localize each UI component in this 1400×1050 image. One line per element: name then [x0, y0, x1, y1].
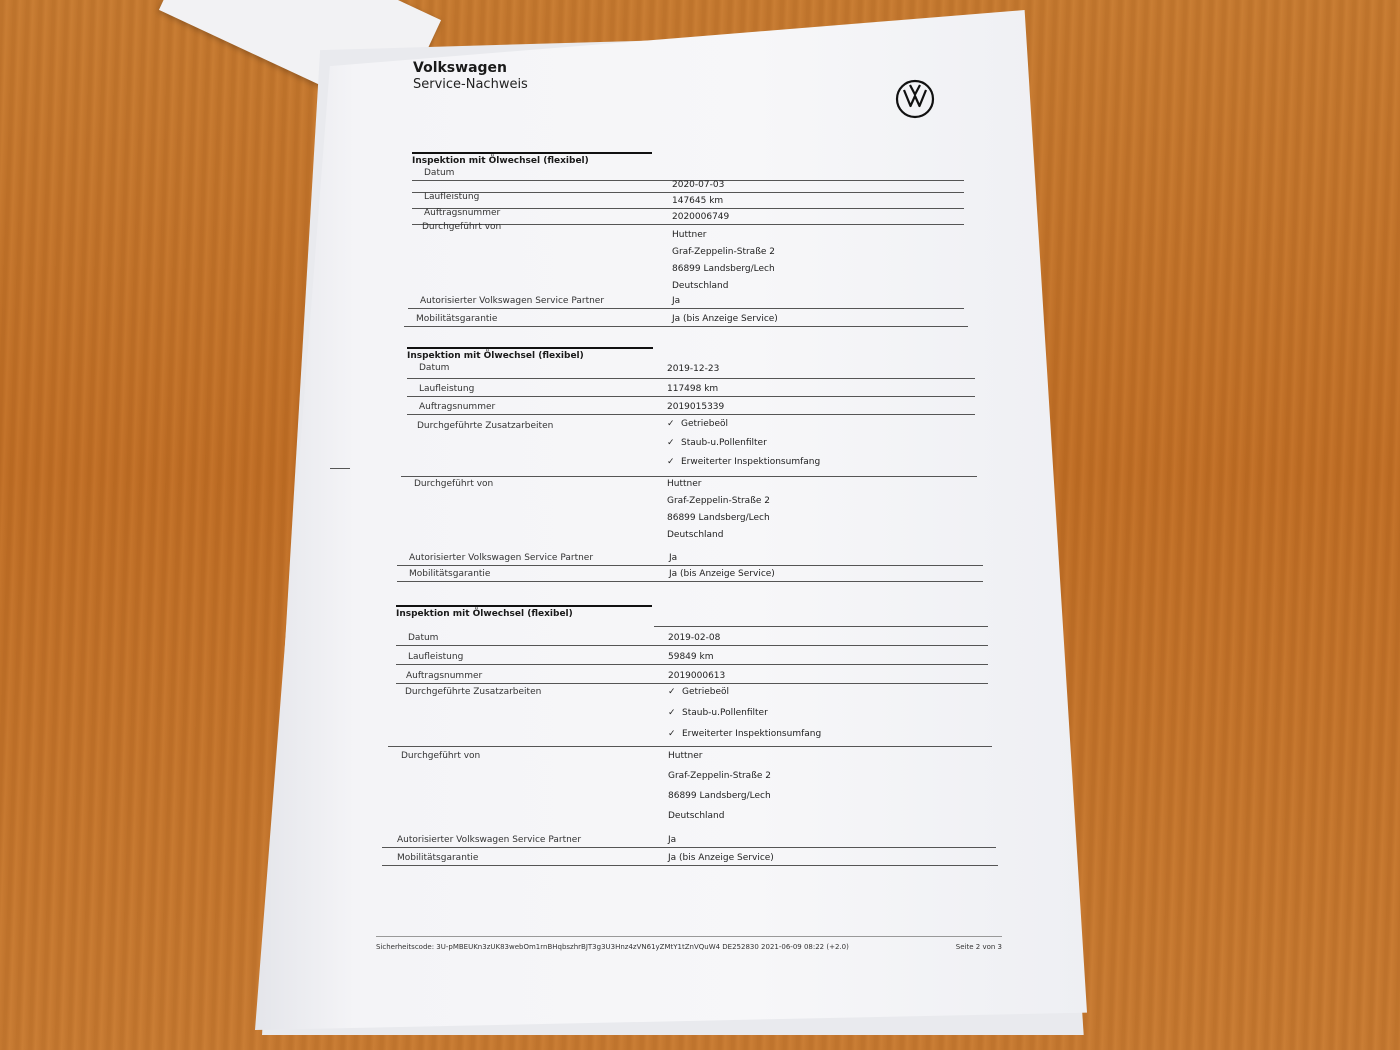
value-auftrag: 2019000613: [668, 671, 726, 681]
zusatz-item: ✓ Getriebeöl: [668, 687, 730, 697]
row-partner: [382, 827, 996, 848]
address-line: Graf-Zeppelin-Straße 2: [672, 247, 775, 257]
label-datum: Datum: [408, 633, 439, 643]
row-title-divider: [654, 611, 988, 627]
checkmark-icon: ✓: [667, 457, 675, 467]
label-datum: Datum: [419, 363, 450, 373]
checkmark-icon: ✓: [668, 687, 676, 697]
label-laufleistung: Laufleistung: [408, 652, 464, 662]
address-line: Deutschland: [672, 281, 729, 291]
document-header: [413, 60, 528, 92]
label-zusatzarbeiten: Durchgeführte Zusatzarbeiten: [405, 687, 542, 697]
entry-title: Inspektion mit Ölwechsel (flexibel): [407, 347, 653, 361]
zusatz-item: ✓ Staub-u.Pollenfilter: [667, 438, 767, 448]
zusatz-item: ✓ Erweiterter Inspektionsumfang: [667, 457, 821, 467]
document-title: Service-Nachweis: [413, 77, 528, 92]
service-address: [667, 479, 770, 547]
label-laufleistung: Laufleistung: [419, 384, 475, 394]
zusatz-item: ✓ Staub-u.Pollenfilter: [668, 708, 768, 718]
service-address: [668, 751, 771, 831]
row-auftrag: [407, 396, 975, 415]
vw-logo-icon: [895, 79, 935, 119]
label-mobil: Mobilitätsgarantie: [416, 314, 498, 324]
row-laufleistung: [412, 192, 964, 209]
zusatz-item: ✓ Erweiterter Inspektionsumfang: [668, 729, 822, 739]
label-auftrag: Auftragsnummer: [424, 208, 501, 218]
address-line: 86899 Landsberg/Lech: [668, 791, 771, 801]
value-partner: Ja: [669, 553, 678, 563]
row-mobil: [397, 565, 983, 582]
label-partner: Autorisierter Volkswagen Service Partner: [409, 553, 594, 563]
label-zusatzarbeiten: Durchgeführte Zusatzarbeiten: [417, 421, 554, 431]
entry-title: Inspektion mit Ölwechsel (flexibel): [412, 152, 652, 166]
label-durchgefuehrt: Durchgeführt von: [422, 222, 502, 232]
brand-name: Volkswagen: [413, 60, 507, 76]
label-durchgefuehrt: Durchgeführt von: [414, 479, 494, 489]
value-laufleistung: 147645 km: [672, 196, 724, 206]
address-line: Huttner: [667, 479, 702, 489]
fold-mark: [330, 468, 350, 469]
value-mobil: Ja (bis Anzeige Service): [669, 569, 775, 579]
row-mobil: [404, 308, 968, 327]
value-mobil: Ja (bis Anzeige Service): [668, 853, 774, 863]
address-line: Graf-Zeppelin-Straße 2: [667, 496, 770, 506]
zusatz-divider: [401, 461, 977, 477]
label-laufleistung: Laufleistung: [424, 192, 480, 202]
value-auftrag: 2020006749: [672, 212, 730, 222]
label-mobil: Mobilitätsgarantie: [409, 569, 491, 579]
row-mobil: [382, 847, 998, 866]
label-mobil: Mobilitätsgarantie: [397, 853, 479, 863]
zusatz-divider: [388, 731, 992, 747]
security-code: Sicherheitscode: 3U-pMBEUKn3zUK83webOm1rnBHqbszhrBJT3g3U3Hnz4zVN61yZMtY1tZnVQuW4 DE252830 2021-06-09 08:22 (+2.0): [376, 943, 849, 951]
label-datum: Datum: [424, 168, 455, 178]
row-auftrag: [396, 664, 988, 684]
service-address: [672, 230, 775, 298]
label-partner: Autorisierter Volkswagen Service Partner: [397, 835, 582, 845]
label-partner: Autorisierter Volkswagen Service Partner: [420, 296, 605, 306]
address-line: Deutschland: [667, 530, 724, 540]
row-partner: [408, 292, 964, 309]
entry-title: Inspektion mit Ölwechsel (flexibel): [396, 605, 652, 619]
value-mobil: Ja (bis Anzeige Service): [672, 314, 778, 324]
checkmark-icon: ✓: [667, 438, 675, 448]
checkmark-icon: ✓: [668, 708, 676, 718]
row-partner: [397, 547, 983, 566]
document-footer: [376, 936, 1002, 951]
row-datum: [412, 166, 964, 181]
row-datum: [396, 626, 988, 646]
checkmark-icon: ✓: [667, 419, 675, 429]
label-durchgefuehrt: Durchgeführt von: [401, 751, 481, 761]
address-line: Graf-Zeppelin-Straße 2: [668, 771, 771, 781]
address-line: Huttner: [668, 751, 703, 761]
row-laufleistung: [396, 645, 988, 665]
value-auftrag: 2019015339: [667, 402, 725, 412]
value-datum: 2020-07-03: [672, 180, 725, 190]
value-laufleistung: 59849 km: [668, 652, 714, 662]
checkmark-icon: ✓: [668, 729, 676, 739]
address-line: 86899 Landsberg/Lech: [672, 264, 775, 274]
page-number: Seite 2 von 3: [955, 943, 1002, 951]
address-line: 86899 Landsberg/Lech: [667, 513, 770, 523]
address-line: Huttner: [672, 230, 707, 240]
value-datum: 2019-12-23: [667, 364, 720, 374]
label-auftrag: Auftragsnummer: [406, 671, 483, 681]
value-datum: 2019-02-08: [668, 633, 721, 643]
value-partner: Ja: [668, 835, 677, 845]
zusatz-item: ✓ Getriebeöl: [667, 419, 729, 429]
value-laufleistung: 117498 km: [667, 384, 719, 394]
label-auftrag: Auftragsnummer: [419, 402, 496, 412]
value-partner: Ja: [672, 296, 681, 306]
address-line: Deutschland: [668, 811, 725, 821]
